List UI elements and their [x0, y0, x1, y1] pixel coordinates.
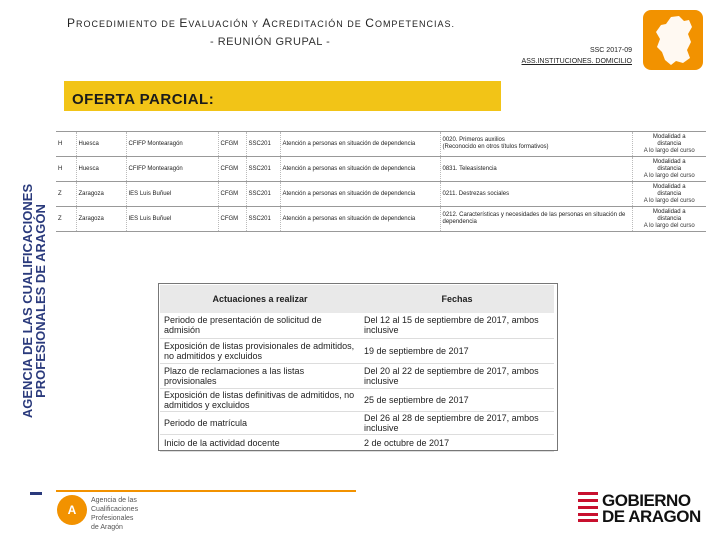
footer-accent-line	[56, 490, 356, 492]
date-cell: 19 de septiembre de 2017	[360, 338, 554, 363]
province-cell: H	[56, 132, 76, 157]
gov-line-2: DE ARAGON	[602, 507, 701, 526]
module-cell: 0211. Destrezas sociales	[440, 182, 632, 207]
code-category: ASS.INSTITUCIONES. DOMICILIO	[521, 58, 632, 65]
procedure-title-part-1: PROCEDIMIENTO DE	[67, 16, 180, 30]
table-row	[160, 313, 554, 338]
table-row	[160, 363, 554, 388]
agency-name	[91, 496, 138, 532]
code-cell: SSC201	[246, 132, 280, 157]
agency-vertical-line-2: PROFESIONALES DE ARAGÓN	[33, 204, 48, 398]
agency-name-line-4: de Aragón	[91, 524, 123, 531]
level-cell: CFGM	[218, 157, 246, 182]
gov-line-1: GOBIERNO	[602, 491, 691, 510]
cycle-cell: Atención a personas en situación de dependencia	[280, 132, 440, 157]
table-row	[56, 157, 706, 182]
table-row	[160, 434, 554, 451]
table-row	[56, 132, 706, 157]
dates-column-header: Fechas	[360, 285, 554, 313]
date-cell: Del 12 al 15 de septiembre de 2017, ambos inclusive	[360, 313, 554, 338]
action-cell: Exposición de listas provisionales de admitidos, no admitidos y excluidos	[160, 338, 360, 363]
date-cell: Del 20 al 22 de septiembre de 2017, ambos inclusive	[360, 363, 554, 388]
meeting-subtitle: - REUNIÓN GRUPAL -	[210, 36, 331, 48]
date-cell: Del 26 al 28 de septiembre de 2017, ambos inclusive	[360, 411, 554, 434]
modality-cell: Modalidad a distancia A lo largo del curso	[632, 207, 706, 232]
agency-name-line-2: Cualificaciones	[91, 506, 139, 513]
date-cell: 2 de octubre de 2017	[360, 434, 554, 451]
code-number: SSC 2017-09	[589, 47, 632, 54]
action-cell: Exposición de listas definitivas de admitidos, no admitidos y excluidos	[160, 388, 360, 411]
table-row	[160, 411, 554, 434]
province-cell: Z	[56, 207, 76, 232]
center-cell: IES Luis Buñuel	[126, 182, 218, 207]
vertical-banner-accent	[30, 492, 42, 495]
code-cell: SSC201	[246, 182, 280, 207]
center-cell: CFIFP Montearagón	[126, 132, 218, 157]
city-cell: Huesca	[76, 157, 126, 182]
agency-logo-icon: A	[57, 495, 87, 525]
city-cell: Zaragoza	[76, 207, 126, 232]
offer-table	[56, 131, 706, 232]
table-row	[160, 388, 554, 411]
agency-vertical-banner	[22, 115, 46, 487]
aragon-map-icon	[643, 10, 703, 70]
action-cell: Periodo de presentación de solicitud de admisión	[160, 313, 360, 338]
date-cell: 25 de septiembre de 2017	[360, 388, 554, 411]
table-row	[56, 207, 706, 232]
agency-name-line-3: Profesionales	[91, 515, 134, 522]
procedure-code	[522, 45, 632, 67]
modality-cell: Modalidad a distancia A lo largo del curso	[632, 157, 706, 182]
city-cell: Zaragoza	[76, 182, 126, 207]
action-cell: Plazo de reclamaciones a las listas provisionales	[160, 363, 360, 388]
code-cell: SSC201	[246, 207, 280, 232]
province-cell: H	[56, 157, 76, 182]
agency-vertical-line-1: AGENCIA DE LAS CUALIFICACIONES	[20, 183, 35, 419]
gobierno-aragon-logo	[602, 493, 701, 525]
action-cell: Inicio de la actividad docente	[160, 434, 360, 451]
city-cell: Huesca	[76, 132, 126, 157]
actions-column-header: Actuaciones a realizar	[160, 285, 360, 313]
dates-table	[160, 285, 554, 452]
action-cell: Periodo de matrícula	[160, 411, 360, 434]
module-cell: 0020. Primeros auxilios (Reconocido en otros títulos formativos)	[440, 132, 632, 157]
procedure-title-part-4: COMPETENCIAS.	[365, 16, 455, 30]
agency-vertical-text	[21, 115, 47, 487]
procedure-title-part-3: ACREDITACIÓN DE	[262, 16, 366, 30]
agency-name-line-1: Agencia de las	[91, 497, 137, 504]
section-title: OFERTA PARCIAL:	[72, 91, 215, 108]
modality-cell: Modalidad a distancia A lo largo del curso	[632, 182, 706, 207]
aragon-map-logo	[643, 10, 703, 70]
center-cell: CFIFP Montearagón	[126, 157, 218, 182]
level-cell: CFGM	[218, 182, 246, 207]
aragon-flag-icon	[578, 492, 598, 522]
module-cell: 0831. Teleasistencia	[440, 157, 632, 182]
code-cell: SSC201	[246, 157, 280, 182]
procedure-title-part-2: EVALUACIÓN Y	[179, 16, 263, 30]
table-row	[160, 338, 554, 363]
cycle-cell: Atención a personas en situación de dependencia	[280, 182, 440, 207]
cycle-cell: Atención a personas en situación de dependencia	[280, 157, 440, 182]
module-cell: 0212. Características y necesidades de las personas en situación de dependencia	[440, 207, 632, 232]
center-cell: IES Luis Buñuel	[126, 207, 218, 232]
province-cell: Z	[56, 182, 76, 207]
table-row	[56, 182, 706, 207]
modality-cell: Modalidad a distancia A lo largo del curso	[632, 132, 706, 157]
cycle-cell: Atención a personas en situación de dependencia	[280, 207, 440, 232]
procedure-title	[67, 16, 455, 30]
level-cell: CFGM	[218, 132, 246, 157]
level-cell: CFGM	[218, 207, 246, 232]
dates-header-row	[160, 285, 554, 313]
